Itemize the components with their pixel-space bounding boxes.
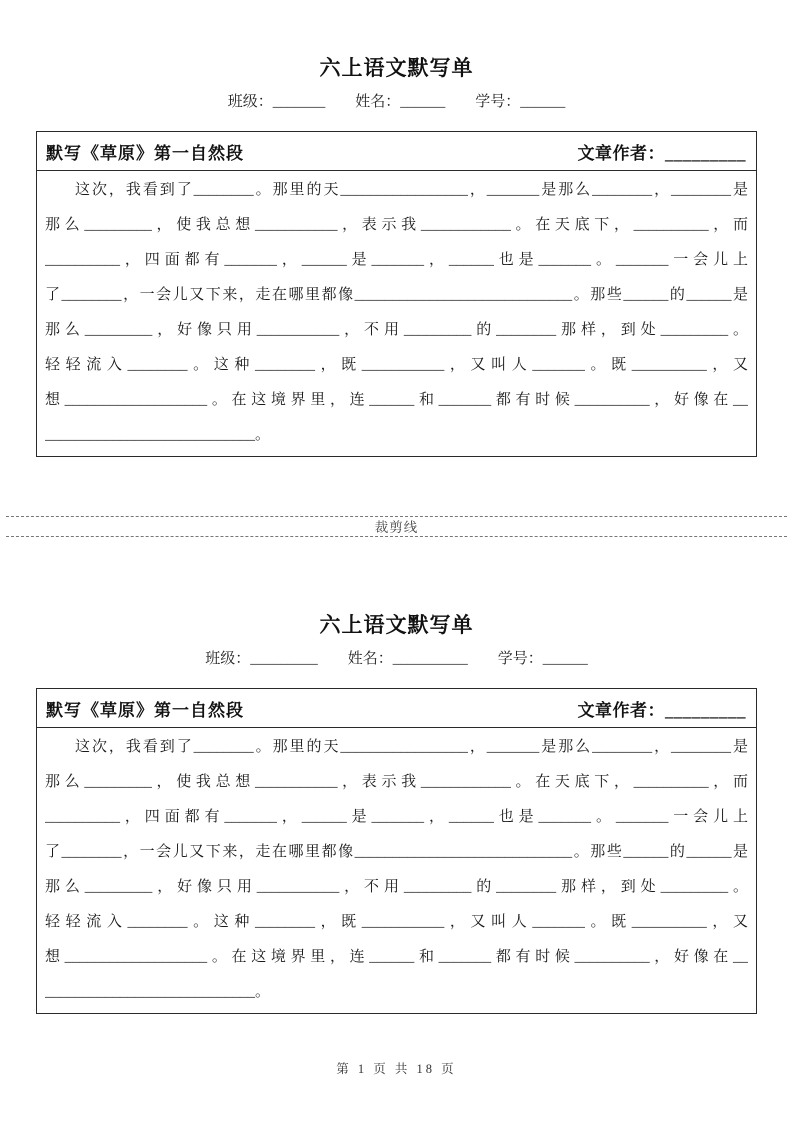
dictation-line: ____________________________。 bbox=[45, 984, 271, 1000]
dictation-body bbox=[37, 728, 756, 1013]
student-info-row bbox=[0, 651, 793, 668]
author-field: 文章作者：_________ bbox=[577, 143, 746, 163]
page-number: 第 1 页 共 18 页 bbox=[336, 1062, 457, 1076]
name-field: 姓名：______ bbox=[355, 94, 446, 110]
worksheet-title: 六上语文默写单 bbox=[319, 56, 474, 80]
author-field: 文章作者：_________ bbox=[577, 700, 746, 720]
dictation-line: 这次，我看到了________。那里的天_________________，_______是那么________，________是 bbox=[75, 182, 748, 198]
dictation-box bbox=[36, 688, 757, 1014]
cut-line-label: 裁剪线 bbox=[374, 520, 419, 535]
student-id-field: 学号：______ bbox=[497, 651, 588, 667]
class-field: 班级：_________ bbox=[205, 651, 318, 667]
dictation-line: 那么_________，使我总想___________，表示我____________。在天底下，__________，而 bbox=[45, 217, 748, 233]
dictation-box-header bbox=[37, 132, 756, 171]
dictation-line: 想___________________。在这境界里，连______和_______都有时候__________，好像在__ bbox=[45, 392, 748, 408]
dictation-box bbox=[36, 131, 757, 457]
dictation-heading: 默写《草原》第一自然段 bbox=[46, 700, 244, 720]
dictation-line: 轻轻流入________。这种________，既___________，又叫人_______。既__________，又 bbox=[45, 914, 748, 930]
worksheet-section-1 bbox=[0, 55, 793, 457]
dictation-body bbox=[37, 171, 756, 456]
dictation-line: 轻轻流入________。这种________，既___________，又叫人_______。既__________，又 bbox=[45, 357, 748, 373]
worksheet-section-2 bbox=[0, 612, 793, 1014]
dictation-line: ____________________________。 bbox=[45, 427, 271, 443]
class-field: 班级：_______ bbox=[227, 94, 326, 110]
name-field: 姓名：__________ bbox=[347, 651, 468, 667]
dictation-line: 了________，一会儿又下来，走在哪里都像_____________________________。那些______的______是 bbox=[45, 287, 748, 303]
worksheet-title: 六上语文默写单 bbox=[319, 613, 474, 637]
dictation-line: 了________，一会儿又下来，走在哪里都像_____________________________。那些______的______是 bbox=[45, 844, 748, 860]
dictation-line: __________，四面都有_______，______是_______，______也是_______。_______一会儿上 bbox=[45, 252, 748, 268]
dictation-line: 那么_________，好像只用___________，不用_________的________那样，到处_________。 bbox=[45, 879, 748, 895]
dictation-line: 想___________________。在这境界里，连______和_______都有时候__________，好像在__ bbox=[45, 949, 748, 965]
dictation-line: 这次，我看到了________。那里的天_________________，_______是那么________，________是 bbox=[75, 739, 748, 755]
dictation-box-header bbox=[37, 689, 756, 728]
cut-line bbox=[6, 516, 787, 537]
student-info-row bbox=[0, 94, 793, 111]
dictation-heading: 默写《草原》第一自然段 bbox=[46, 143, 244, 163]
dictation-line: __________，四面都有_______，______是_______，______也是_______。_______一会儿上 bbox=[45, 809, 748, 825]
student-id-field: 学号：______ bbox=[475, 94, 566, 110]
dictation-line: 那么_________，使我总想___________，表示我____________。在天底下，__________，而 bbox=[45, 774, 748, 790]
dictation-line: 那么_________，好像只用___________，不用_________的________那样，到处_________。 bbox=[45, 322, 748, 338]
